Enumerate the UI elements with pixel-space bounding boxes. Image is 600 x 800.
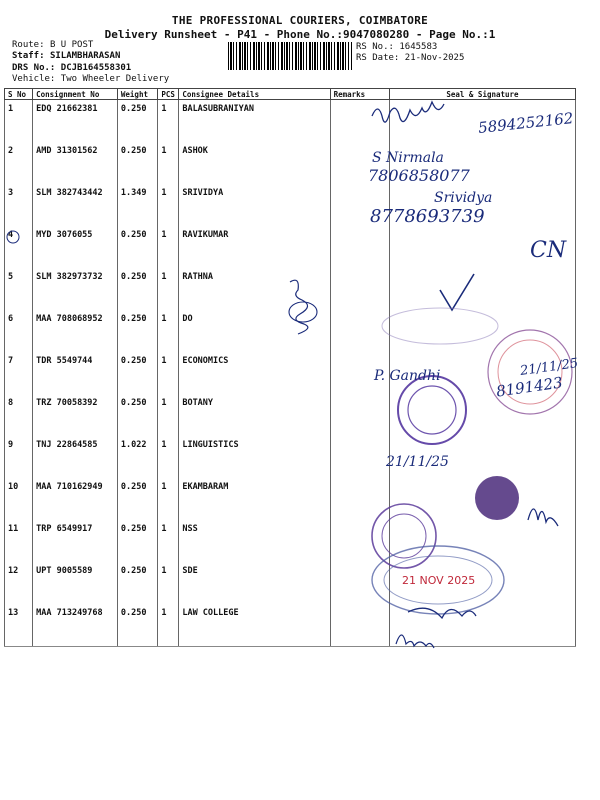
vehicle-line: Vehicle: Two Wheeler Delivery <box>12 74 170 84</box>
cell-consignment: TDR 5549744 <box>33 352 118 394</box>
cell-pcs: 1 <box>158 478 179 520</box>
cell-weight: 0.250 <box>117 520 157 562</box>
cell-consignee: LAW COLLEGE <box>179 604 330 647</box>
cell-weight: 0.250 <box>117 562 157 604</box>
cell-weight: 0.250 <box>117 478 157 520</box>
cell-consignment: TRP 6549917 <box>33 520 118 562</box>
cell-consignee: LINGUISTICS <box>179 436 330 478</box>
cell-pcs: 1 <box>158 100 179 143</box>
cell-weight: 0.250 <box>117 394 157 436</box>
cell-remarks <box>330 562 389 604</box>
row7-handwritten-date: 21/11/25 <box>519 356 580 379</box>
cell-seal <box>389 352 575 394</box>
table-row <box>5 478 576 520</box>
cell-consignment: EDQ 21662381 <box>33 100 118 143</box>
cell-remarks <box>330 310 389 352</box>
row9-handwritten-date: 21/11/25 <box>386 454 449 470</box>
cell-consignment: TNJ 22864585 <box>33 436 118 478</box>
cell-remarks <box>330 100 389 143</box>
cell-seal <box>389 394 575 436</box>
cell-seal <box>389 184 575 226</box>
staff-value: SILAMBHARASAN <box>49 51 121 61</box>
cell-consignee: BALASUBRANIYAN <box>179 100 330 143</box>
cell-consignee: ASHOK <box>179 142 330 184</box>
company-title: THE PROFESSIONAL COURIERS, COIMBATORE <box>171 14 429 27</box>
cell-seal <box>389 478 575 520</box>
cell-weight: 1.349 <box>117 184 157 226</box>
cell-seal <box>389 436 575 478</box>
cell-consignment: TRZ 70058392 <box>33 394 118 436</box>
cell-pcs: 1 <box>158 226 179 268</box>
col-consignment: Consignment No <box>33 89 118 100</box>
cell-consignment: AMD 31301562 <box>33 142 118 184</box>
row3-handwritten-phone: 8778693739 <box>370 206 485 227</box>
cell-remarks <box>330 604 389 647</box>
table-row <box>5 394 576 436</box>
cell-weight: 0.250 <box>117 142 157 184</box>
cell-pcs: 1 <box>158 394 179 436</box>
drs-value: DCJB164558301 <box>60 63 132 73</box>
cell-consignment: MAA 708068952 <box>33 310 118 352</box>
cell-consignee: SRIVIDYA <box>179 184 330 226</box>
cell-weight: 0.250 <box>117 310 157 352</box>
cell-consignee: DO <box>179 310 330 352</box>
cell-weight: 0.250 <box>117 268 157 310</box>
cell-sno: 8 <box>5 394 33 436</box>
cell-pcs: 1 <box>158 436 179 478</box>
cell-consignee: RATHNA <box>179 268 330 310</box>
cell-weight: 1.022 <box>117 436 157 478</box>
cell-consignee: SDE <box>179 562 330 604</box>
cell-weight: 0.250 <box>117 100 157 143</box>
cell-seal <box>389 310 575 352</box>
cell-pcs: 1 <box>158 352 179 394</box>
cell-sno: 7 <box>5 352 33 394</box>
cell-sno: 11 <box>5 520 33 562</box>
row12-stamp-date: 21 NOV 2025 <box>402 574 476 587</box>
cell-consignment: SLM 382743442 <box>33 184 118 226</box>
cell-pcs: 1 <box>158 142 179 184</box>
cell-sno: 6 <box>5 310 33 352</box>
table-row <box>5 436 576 478</box>
col-seal: Seal & Signature <box>389 89 575 100</box>
col-remarks: Remarks <box>330 89 389 100</box>
cell-remarks <box>330 226 389 268</box>
cell-sno: 5 <box>5 268 33 310</box>
cell-sno: 4 <box>5 226 33 268</box>
cell-seal <box>389 604 575 647</box>
table-row <box>5 268 576 310</box>
cell-pcs: 1 <box>158 562 179 604</box>
cell-sno: 13 <box>5 604 33 647</box>
cell-sno: 3 <box>5 184 33 226</box>
rs-no-line: RS No.: 1645583 <box>356 42 438 52</box>
cell-seal <box>389 226 575 268</box>
cell-consignee: EKAMBARAM <box>179 478 330 520</box>
col-consignee: Consignee Details <box>179 89 330 100</box>
route-value: B U POST <box>49 40 94 50</box>
vehicle-value: Two Wheeler Delivery <box>60 74 170 84</box>
cell-remarks <box>330 184 389 226</box>
cell-consignment: UPT 9005589 <box>33 562 118 604</box>
rs-no-value: 1645583 <box>399 42 438 52</box>
cell-seal <box>389 520 575 562</box>
row3-handwritten-name: Srividya <box>434 190 493 206</box>
cell-remarks <box>330 394 389 436</box>
cell-remarks <box>330 352 389 394</box>
col-weight: Weight <box>117 89 157 100</box>
table-bottom-rule <box>4 646 576 647</box>
cell-consignment: MAA 713249768 <box>33 604 118 647</box>
row2-handwritten-phone: 7806858077 <box>368 166 470 185</box>
cell-weight: 0.250 <box>117 604 157 647</box>
cell-consignee: RAVIKUMAR <box>179 226 330 268</box>
rs-date-line: RS Date: 21-Nov-2025 <box>356 53 465 63</box>
cell-pcs: 1 <box>158 520 179 562</box>
col-sno: S No <box>5 89 33 100</box>
cell-pcs: 1 <box>158 310 179 352</box>
runsheet-subtitle: Delivery Runsheet - P41 - Phone No.:9047080280 - Page No.:1 <box>104 28 496 41</box>
cell-weight: 0.250 <box>117 226 157 268</box>
table-row <box>5 226 576 268</box>
row8-handwritten-phone: 8191423 <box>495 373 564 401</box>
cell-remarks <box>330 520 389 562</box>
cell-pcs: 1 <box>158 268 179 310</box>
cell-consignee: BOTANY <box>179 394 330 436</box>
cell-consignment: MYD 3076055 <box>33 226 118 268</box>
cell-sno: 12 <box>5 562 33 604</box>
rs-date-value: 21-Nov-2025 <box>404 53 465 63</box>
cell-weight: 0.250 <box>117 352 157 394</box>
cell-sno: 9 <box>5 436 33 478</box>
runsheet-table <box>4 88 576 647</box>
cell-consignment: SLM 382973732 <box>33 268 118 310</box>
table-row <box>5 310 576 352</box>
table-row <box>5 562 576 604</box>
row2-handwritten-name: S Nirmala <box>372 150 444 166</box>
staff-line: Staff: SILAMBHARASAN <box>12 51 121 61</box>
cell-seal <box>389 562 575 604</box>
row1-handwritten-phone: 5894252162 <box>477 109 575 137</box>
cell-sno: 10 <box>5 478 33 520</box>
col-pcs: PCS <box>158 89 179 100</box>
drs-line: DRS No.: DCJB164558301 <box>12 63 132 73</box>
cell-seal <box>389 268 575 310</box>
cell-pcs: 1 <box>158 184 179 226</box>
cell-remarks <box>330 436 389 478</box>
table-header-row <box>5 89 576 100</box>
cell-seal <box>389 100 575 143</box>
cell-consignee: ECONOMICS <box>179 352 330 394</box>
row5-handwritten-mark: CN <box>530 238 567 263</box>
table-row <box>5 604 576 647</box>
row7-handwritten-name: P. Gandhi <box>374 368 441 384</box>
cell-sno: 1 <box>5 100 33 143</box>
barcode <box>228 42 352 70</box>
route-line: Route: B U POST <box>12 40 94 50</box>
cell-remarks <box>330 142 389 184</box>
cell-seal <box>389 142 575 184</box>
table-row <box>5 142 576 184</box>
table-row <box>5 520 576 562</box>
table-row <box>5 184 576 226</box>
cell-consignee: NSS <box>179 520 330 562</box>
cell-sno: 2 <box>5 142 33 184</box>
cell-remarks <box>330 268 389 310</box>
table-row <box>5 352 576 394</box>
cell-consignment: MAA 710162949 <box>33 478 118 520</box>
table-row <box>5 100 576 143</box>
cell-pcs: 1 <box>158 604 179 647</box>
cell-remarks <box>330 478 389 520</box>
